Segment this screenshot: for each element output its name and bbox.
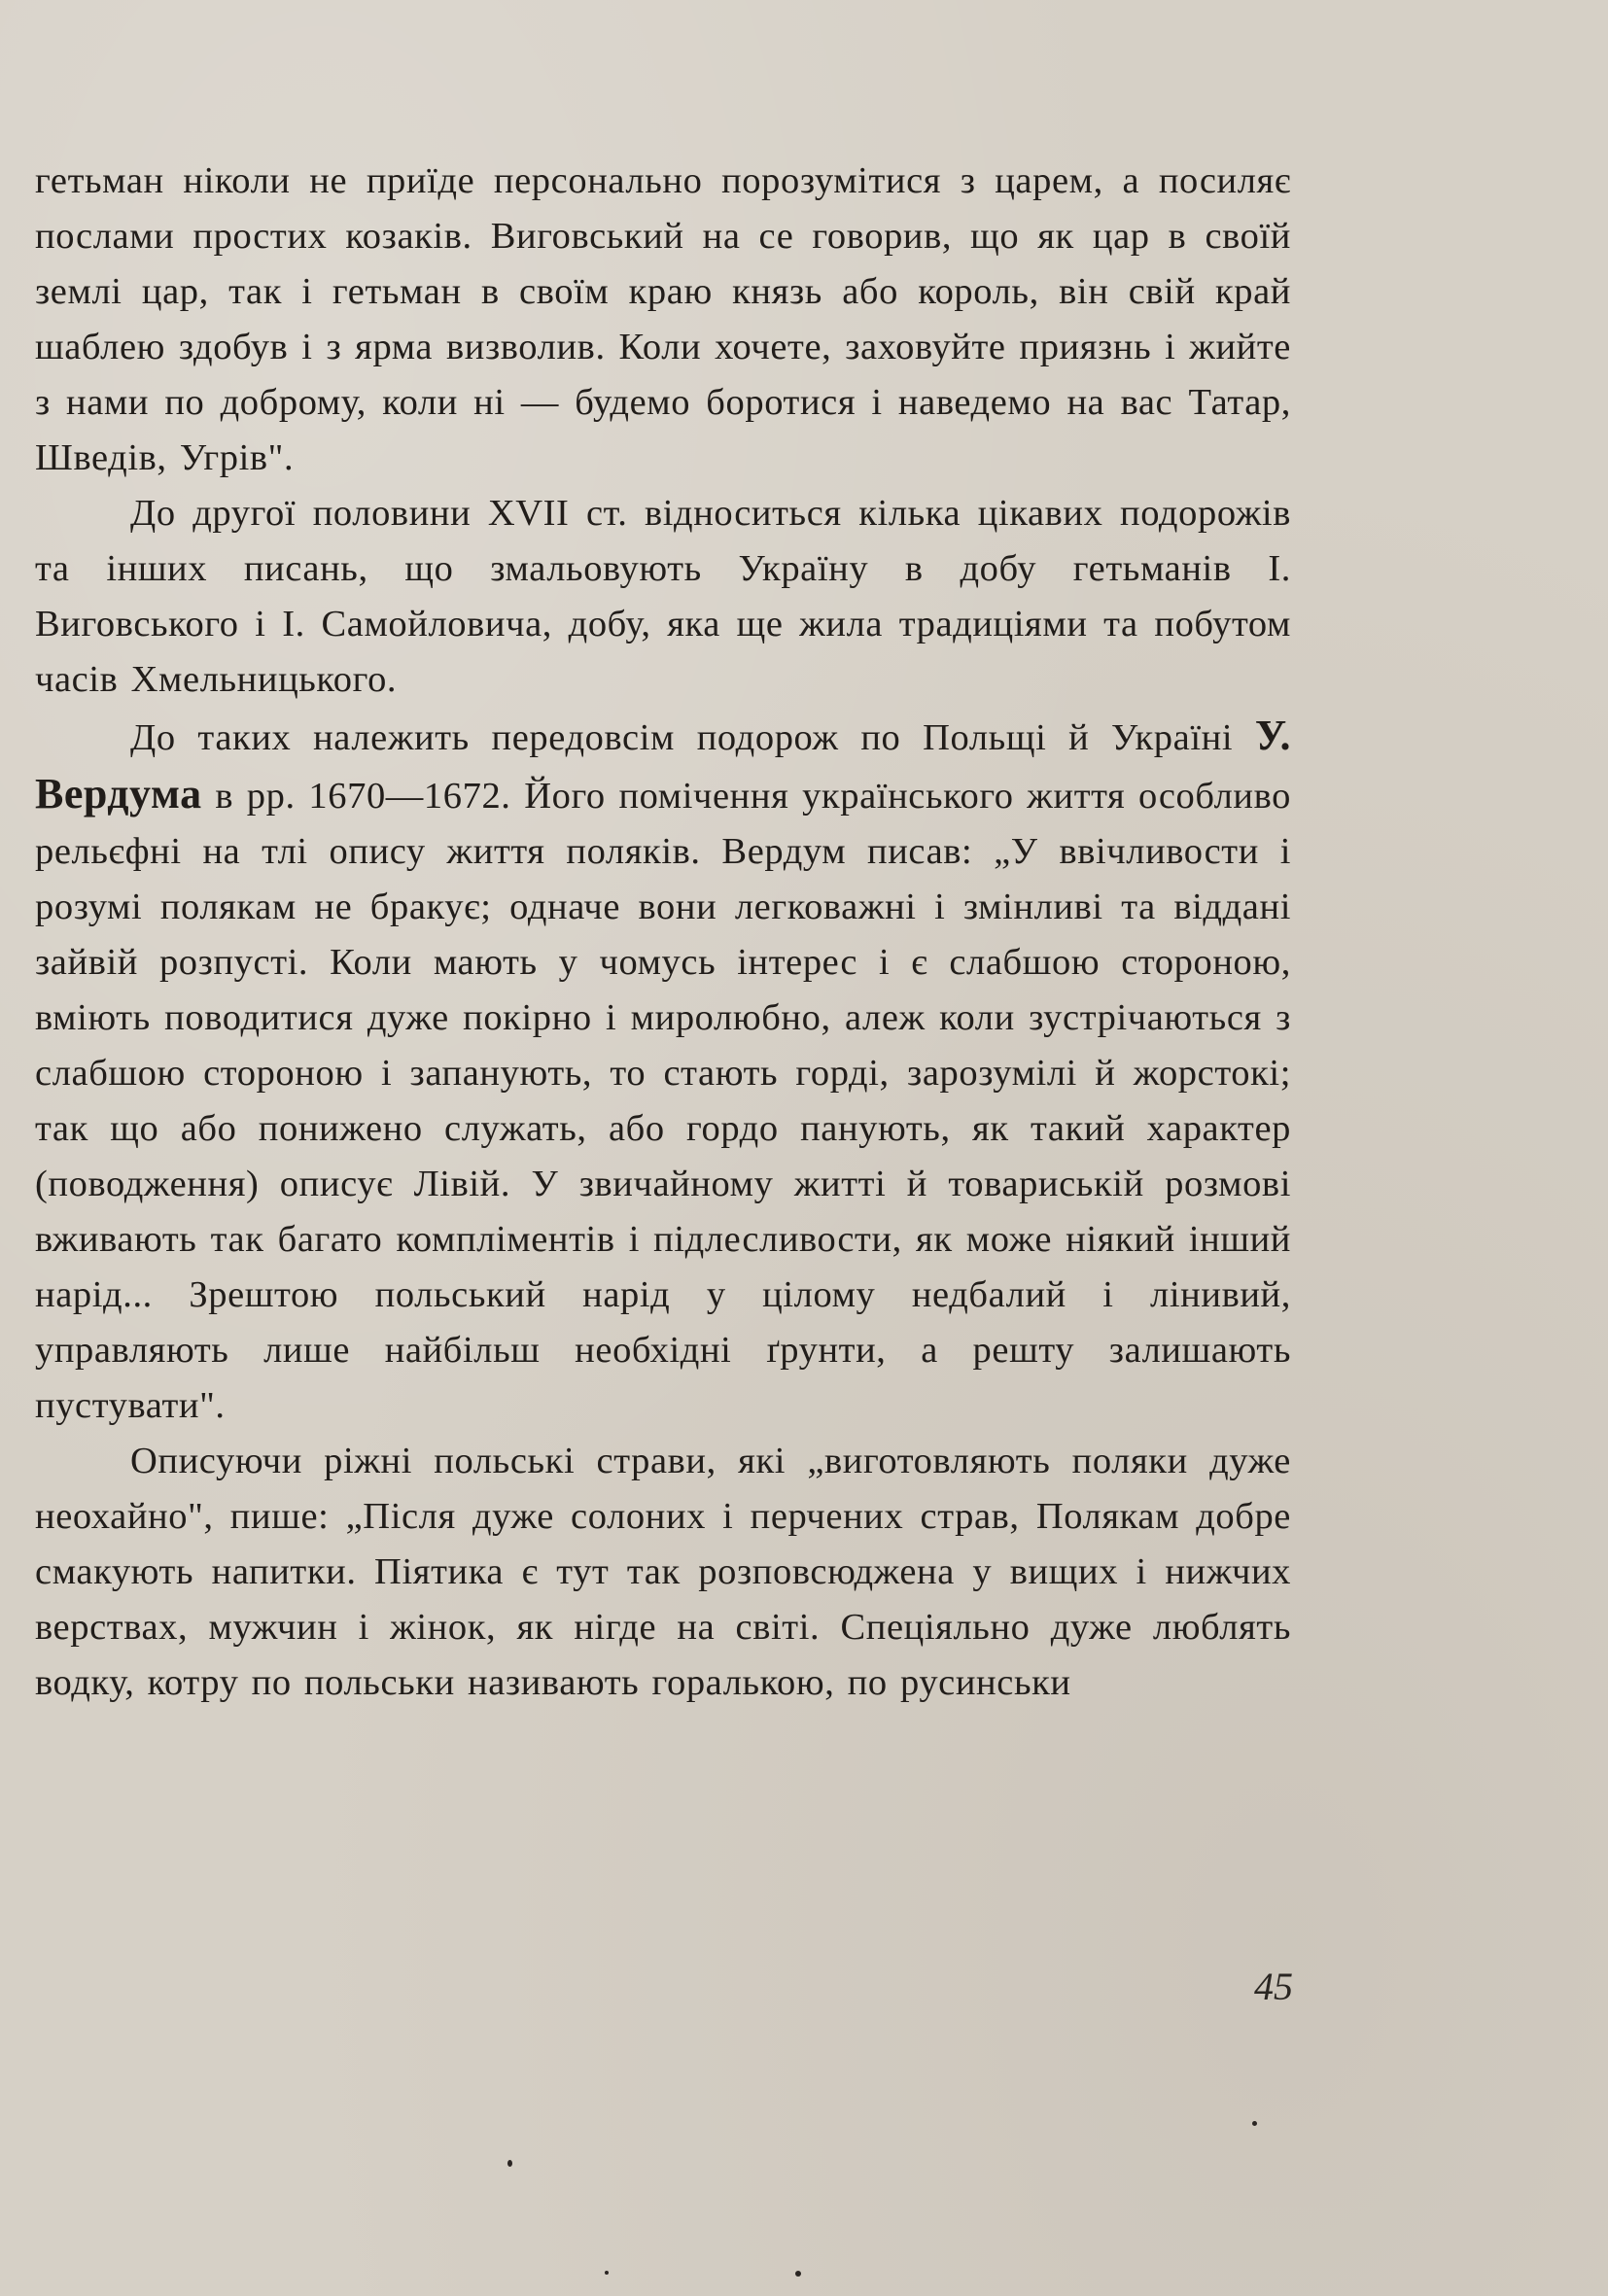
author-name-verdum: У. Вердума (35, 712, 1291, 818)
ink-speck-decoration (795, 2271, 801, 2277)
ink-speck-decoration (605, 2271, 609, 2275)
paragraph-2: До другої половини XVII ст. відноситься кілька цікавих подорожів та інших писань, що змальовують Україну в добу гетьманів І. Виговського і І. Самойловича, добу, яка ще жила традиціями та побутом часів Хмельницького. (35, 493, 1291, 700)
paragraph-1: гетьман ніколи не приїде персонально порозумітися з царем, а посиляє послами простих козаків. Виговський на се говорив, що як цар в своїй землі цар, так і гетьман в своїм краю князь або король, він свій край шаблею здобув і з ярма визволив. Коли хочете, заховуйте приязнь і жийте з нами по доброму, коли ні — будемо боротися і наведемо на вас Татар, Шведів, Угрів". (35, 160, 1291, 478)
paragraph-3 (35, 708, 1291, 1434)
body-text (35, 154, 1291, 1711)
ink-speck-decoration (507, 2160, 512, 2167)
ink-speck-decoration (1252, 2121, 1257, 2126)
page-number: 45 (1254, 1965, 1293, 2008)
paragraph-4: Описуючи ріжні польські страви, які „виготовляють поляки дуже неохайно", пише: „Після дуже солоних і перчених страв, Полякам добре смакують напитки. Піятика є тут так розповсюджена у вищих і нижчих верствах, мужчин і жінок, як нігде на світі. Спеціяльно дуже люблять водку, котру по польськи називають горалькою, по русинськи (35, 1441, 1291, 1703)
paragraph-3-body: в рр. 1670—1672. Його помічення українського життя особливо рельєфні на тлі опису життя поляків. Вердум писав: „У ввічливости і розумі полякам не бракує; одначе вони легковажні і змінливі та віддані зайвій розпусті. Коли мають у чомусь інтерес і є слабшою стороною, вміють поводитися дуже покірно і миролюбно, алеж коли зустрічаються з слабшою стороною і запанують, то стають горді, зарозумілі й жорстокі; так що або понижено служать, або гордо панують, як такий характер (поводження) описує Лівій. У звичайному житті й товариській розмові вживають так багато компліментів і підлесливости, як може ніякий інший нарід... Зрештою польський нарід у цілому недбалий і лінивий, управляють лише найбільш необхідні ґрунти, а решту залишають пустувати". (35, 776, 1291, 1426)
paragraph-3-intro: До таких належить передовсім подорож по Польщі й Україні (130, 717, 1255, 758)
